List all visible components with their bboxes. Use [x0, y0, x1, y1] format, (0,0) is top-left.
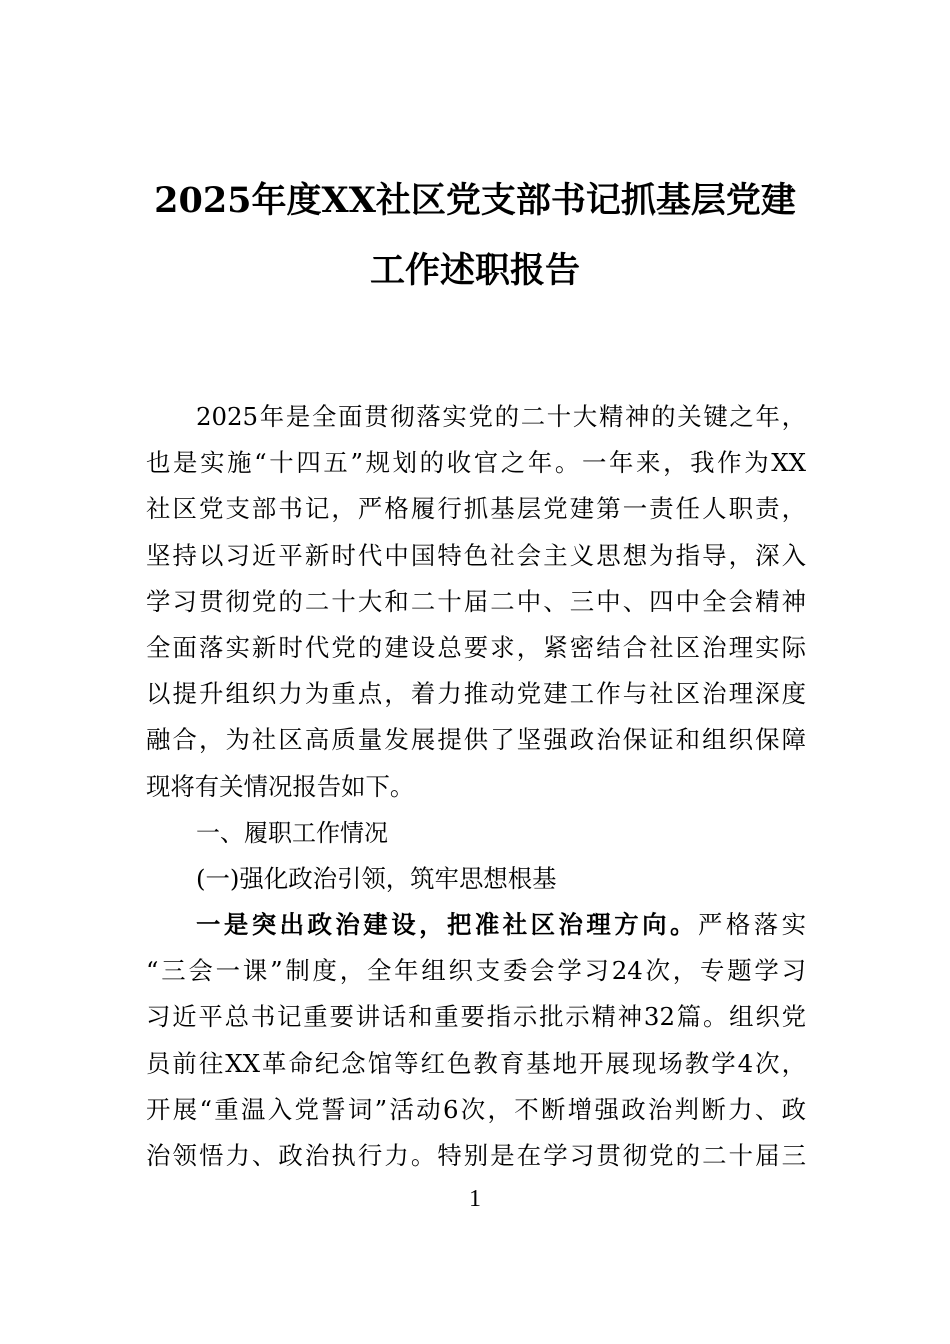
- paragraph-1-line-8: 融合，为社区高质量发展提供了坚强政治保证和组织保障: [146, 725, 806, 755]
- paragraph-2-line-1: [146, 902, 806, 948]
- paragraph-2-line-2: “三会一课”制度，全年组织支委会学习24次，专题学习: [146, 956, 806, 986]
- paragraph-2-line-5: 开展“重温入党誓词”活动6次，不断增强政治判断力、政: [146, 1094, 806, 1124]
- paragraph-1-line-5: 学习贯彻党的二十大和二十届二中、三中、四中全会精神: [146, 586, 806, 616]
- page-number: 1: [469, 1186, 481, 1212]
- title-line-1: 2025年度XX社区党支部书记抓基层党建: [154, 180, 796, 221]
- title-line-2: 工作述职报告: [369, 250, 580, 291]
- document-body: [146, 394, 806, 1179]
- paragraph-2-line-1-text: 严格落实: [697, 910, 806, 940]
- paragraph-1-line-6: 全面落实新时代党的建设总要求，紧密结合社区治理实际: [146, 632, 806, 662]
- paragraph-2-line-4: 员前往XX革命纪念馆等红色教育基地开展现场教学4次，: [146, 1048, 806, 1078]
- paragraph-2-lead: 一是突出政治建设，把准社区治理方向。: [196, 910, 698, 940]
- paragraph-1-line-9: 现将有关情况报告如下。: [146, 771, 415, 801]
- document-title: [120, 166, 830, 306]
- paragraph-1-line-7: 以提升组织力为重点，着力推动党建工作与社区治理深度: [146, 679, 806, 709]
- paragraph-2-line-3: 习近平总书记重要讲话和重要指示批示精神32篇。组织党: [146, 1002, 806, 1032]
- subsection-heading-1: (一)强化政治引领，筑牢思想根基: [196, 863, 557, 893]
- paragraph-1-line-3: 社区党支部书记，严格履行抓基层党建第一责任人职责，: [146, 494, 806, 524]
- paragraph-2-line-6: 治领悟力、政治执行力。特别是在学习贯彻党的二十届三: [146, 1141, 806, 1170]
- paragraph-1-line-2: 也是实施“十四五”规划的收官之年。一年来，我作为XX: [146, 448, 806, 478]
- paragraph-1-line-4: 坚持以习近平新时代中国特色社会主义思想为指导，深入: [146, 540, 806, 570]
- paragraph-1-line-1: 2025年是全面贯彻落实党的二十大精神的关键之年，: [196, 402, 806, 431]
- section-heading-1: 一、履职工作情况: [196, 818, 388, 847]
